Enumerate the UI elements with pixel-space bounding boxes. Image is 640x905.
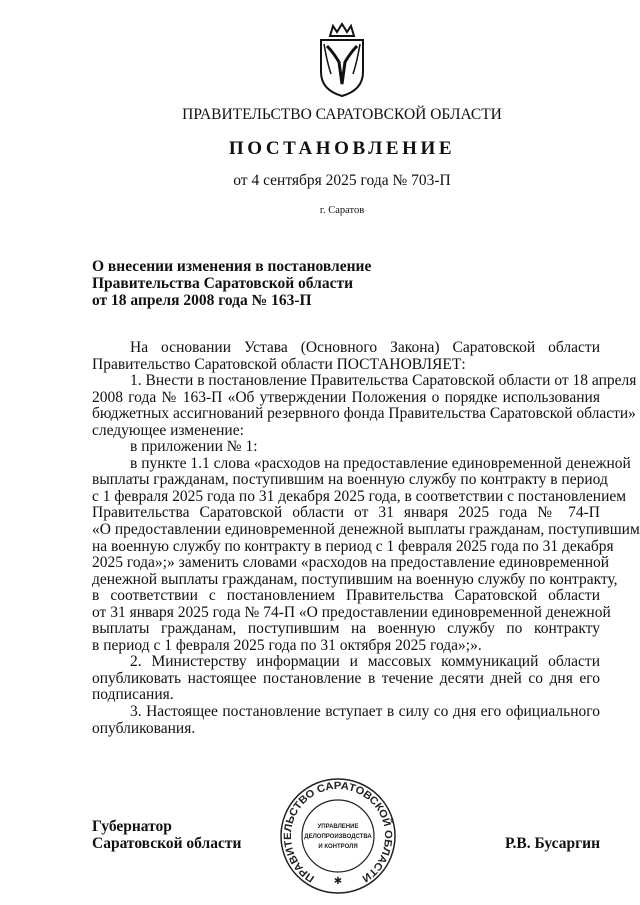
body-line: 2008 года № 163-П «Об утверждении Положения о порядке использования	[92, 388, 600, 406]
body-line: 2025 года»;» заменить словами «расходов на предоставление единовременной	[92, 554, 610, 572]
body-line: в пункте 1.1 слова «расходов на предоставление единовременной денежной	[130, 454, 631, 472]
body-line: Правительства Саратовской области от 31 января 2025 года № 74-П	[92, 504, 600, 522]
body-line: в период с 1 февраля 2025 года по 31 октября 2025 года»;».	[92, 636, 482, 654]
stamp-inner-text: И КОНТРОЛЯ	[318, 844, 358, 850]
body-line: на военную службу по контракту в период с 1 февраля 2025 года по 31 декабря	[92, 537, 614, 555]
body-line: от 31 января 2025 года № 74-П «О предоставлении единовременной денежной	[92, 603, 611, 621]
document-subject	[92, 258, 371, 309]
body-line: 1. Внести в постановление Правительства Саратовской области от 18 апреля	[130, 372, 637, 390]
stamp-inner-text: УПРАВЛЕНИЕ	[317, 824, 359, 830]
organization-name: ПРАВИТЕЛЬСТВО САРАТОВСКОЙ ОБЛАСТИ	[182, 106, 502, 123]
coat-of-arms-icon	[313, 22, 371, 98]
signatory-name: Р.В. Бусаргин	[505, 835, 600, 852]
body-line: 2. Министерству информации и массовых коммуникаций области	[130, 653, 600, 671]
stamp-inner-text: ДЕЛОПРОИЗВОДСТВА	[304, 834, 372, 840]
body-line: Правительство Саратовской области ПОСТАНОВЛЯЕТ:	[92, 355, 466, 373]
document-type: ПОСТАНОВЛЕНИЕ	[228, 138, 456, 159]
document-city: г. Саратов	[319, 205, 365, 216]
body-line: следующее изменение:	[92, 421, 244, 439]
document-body	[92, 339, 640, 737]
official-stamp	[278, 776, 398, 896]
position-line: Саратовской области	[92, 835, 242, 852]
body-line: «О предоставлении единовременной денежной выплаты гражданам, поступившим	[92, 521, 640, 539]
body-line: бюджетных ассигнований резервного фонда Правительства Саратовской области»	[92, 405, 636, 423]
position-line: Губернатор	[92, 818, 172, 835]
subject-line: О внесении изменения в постановление	[92, 258, 372, 275]
stamp-ring-text: ПРАВИТЕЛЬСТВО САРАТОВСКОЙ ОБЛАСТИ	[281, 779, 395, 885]
signatory-position	[92, 818, 241, 852]
body-line: с 1 февраля 2025 года по 31 декабря 2025 года, в соответствии с постановлением	[92, 487, 627, 505]
body-line: в приложении № 1:	[130, 438, 258, 456]
body-line: опубликовать настоящее постановление в течение десяти дней со дня его	[92, 669, 600, 687]
body-line: опубликования.	[92, 719, 196, 737]
body-line: подписания.	[92, 686, 174, 704]
subject-line: от 18 апреля 2008 года № 163-П	[92, 292, 312, 309]
document-date-number: от 4 сентября 2025 года № 703-П	[233, 172, 451, 189]
body-line: в соответствии с постановлением Правительства Саратовской области	[92, 587, 600, 605]
body-line: денежной выплаты гражданам, поступившим на военную службу по контракту,	[92, 570, 618, 588]
star-icon: ✱	[333, 876, 343, 887]
subject-line: Правительства Саратовской области	[92, 275, 353, 292]
body-line: выплаты гражданам, поступившим на военную службу по контракту	[92, 620, 600, 638]
body-line: выплаты гражданам, поступившим на военную службу по контракту в период	[92, 471, 608, 489]
body-line: 3. Настоящее постановление вступает в силу со дня его официального	[130, 703, 600, 721]
body-line: На основании Устава (Основного Закона) Саратовской области	[130, 339, 600, 356]
